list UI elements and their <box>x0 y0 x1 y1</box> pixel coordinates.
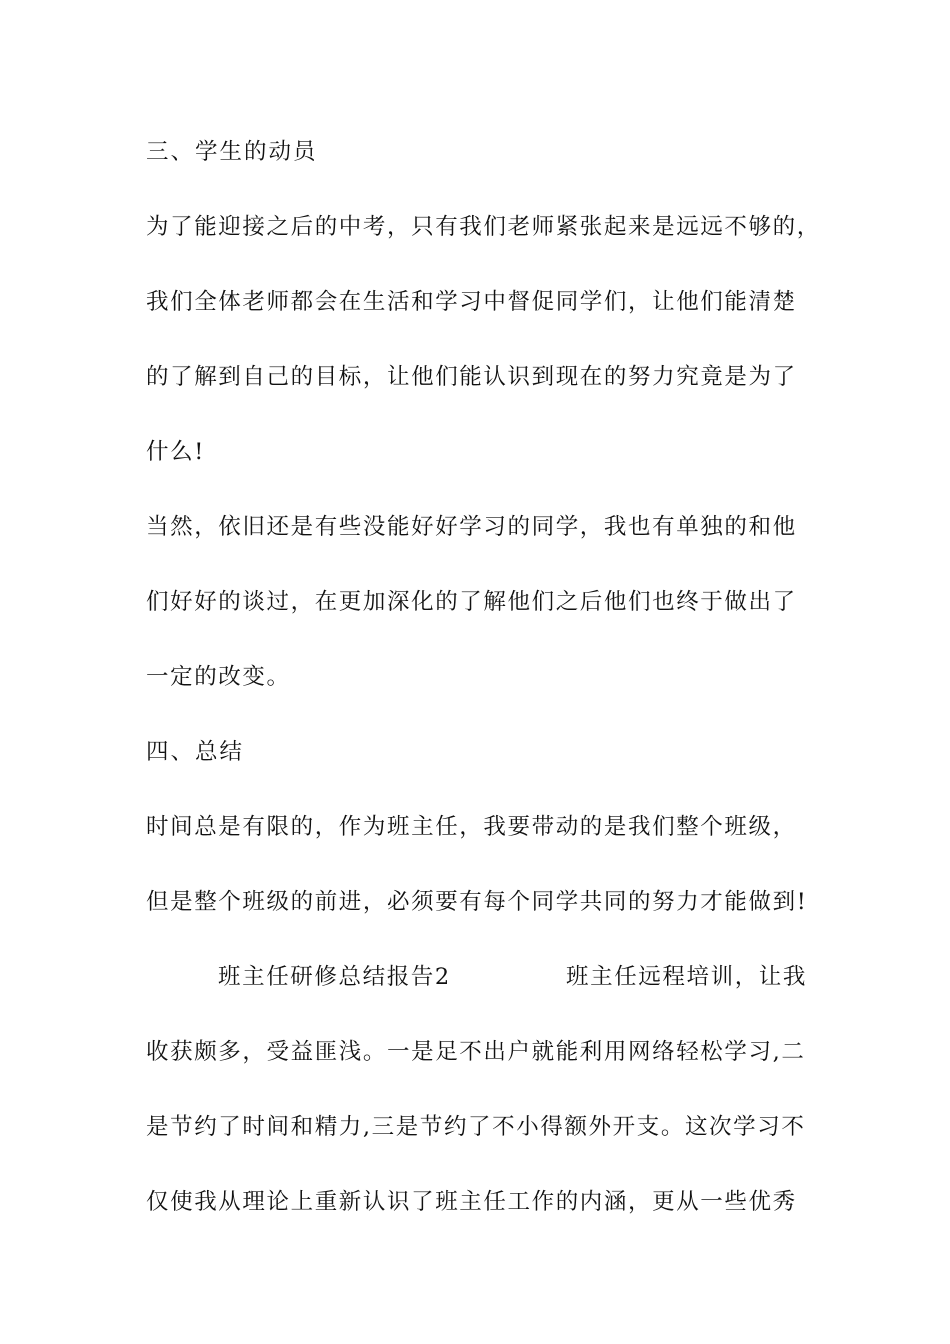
paragraph-line: 我们全体老师都会在生活和学习中督促同学们，让他们能清楚 <box>146 289 797 315</box>
section-heading-student-mobilization: 三、学生的动员 <box>146 139 318 165</box>
paragraph-line: 收获颇多，受益匪浅。一是足不出户就能利用网络轻松学习,二 <box>146 1039 806 1065</box>
paragraph-line: 为了能迎接之后的中考，只有我们老师紧张起来是远远不够的， <box>146 214 821 240</box>
paragraph-line: 是节约了时间和精力,三是节约了不小得额外开支。这次学习不 <box>146 1114 806 1140</box>
paragraph-line: 一定的改变。 <box>146 664 291 690</box>
report-title: 班主任研修总结报告2 <box>218 964 451 990</box>
paragraph-line: 时间总是有限的，作为班主任，我要带动的是我们整个班级， <box>146 814 797 840</box>
paragraph-line: 的了解到自己的目标，让他们能认识到现在的努力究竟是为了 <box>146 364 797 390</box>
paragraph-line: 当然，依旧还是有些没能好好学习的同学，我也有单独的和他 <box>146 514 797 540</box>
paragraph-line: 仅使我从理论上重新认识了班主任工作的内涵，更从一些优秀 <box>146 1189 797 1215</box>
paragraph-line: 但是整个班级的前进，必须要有每个同学共同的努力才能做到! <box>146 889 808 915</box>
paragraph-line: 什么! <box>146 439 205 465</box>
section-heading-summary: 四、总结 <box>146 739 245 765</box>
paragraph-line: 班主任远程培训，让我 <box>566 964 808 990</box>
paragraph-line: 们好好的谈过，在更加深化的了解他们之后他们也终于做出了 <box>146 589 797 615</box>
